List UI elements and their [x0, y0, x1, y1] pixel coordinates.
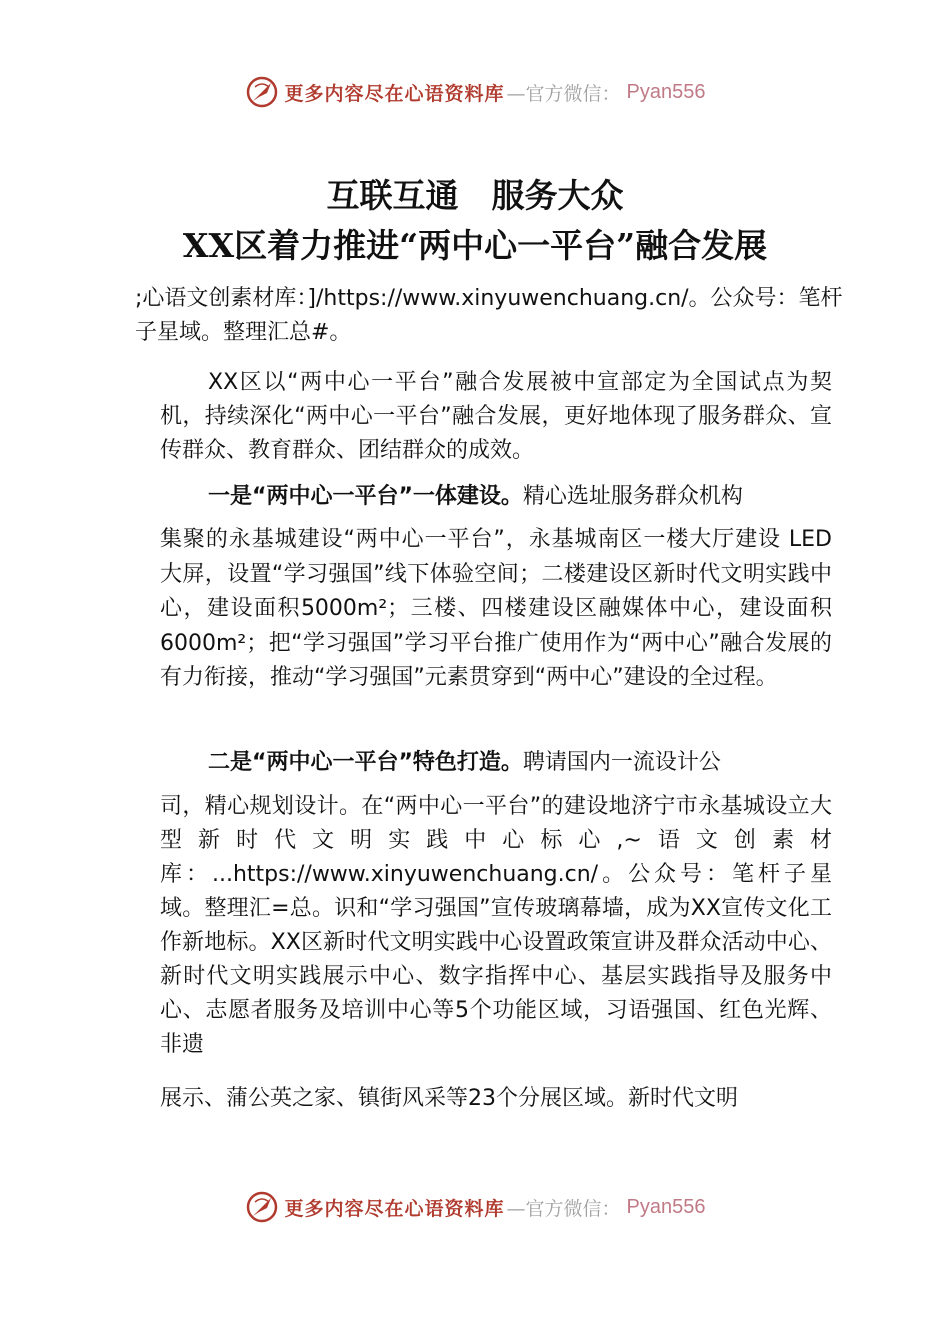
paragraph-two-lead: 二是“两中心一平台”特色打造。 [208, 750, 523, 775]
paragraph-two-first-line [160, 746, 832, 780]
quill-logo-icon [245, 1190, 279, 1224]
header-banner [0, 72, 950, 112]
quill-logo-icon [245, 75, 279, 109]
paragraph-two-body: 司，精心规划设计。在“两中心一平台”的建设地济宁市永基城设立大型新时代文明实践中心标心,~语文创素材库：...https://www.xinyuwenchuang.cn/。公众号：笔杆子星域。整理汇=总。识和“学习强国”宣传玻璃幕墙，成为XX宣传文化工作新地标。XX区新时代文明实践中心设置政策宣讲及群众活动中心、新时代文明实践展示中心、数字指挥中心、基层实践指导及服务中心、志愿者服务及培训中心等5个功能区域，习语强国、红色光辉、非遗 [160, 794, 832, 1057]
footer-banner-dash-text: —官方微信： [506, 1197, 621, 1220]
footer-banner-main-text: 更多内容尽在心语资料库 [284, 1197, 505, 1220]
footer-banner-wechat-id: Pyan556 [626, 1195, 706, 1218]
banner-wechat-id: Pyan556 [626, 80, 706, 103]
paragraph-two-start: 聘请国内一流设计公 [522, 750, 721, 775]
paragraph-one-body: 集聚的永基城建设“两中心一平台”，永基城南区一楼大厅建设 LED 大屏，设置“学习强国”线下体验空间；二楼建设区新时代文明实践中心，建设面积5000m²；三楼、四楼建设区融媒体中心，建设面积6000m²；把“学习强国”学习平台推广使用作为“两中心”融合发展的有力衔接，推动“学习强国”元素贯穿到“两中心”建设的全过程。 [160, 527, 832, 690]
paragraph-one-first-line [160, 480, 832, 514]
paragraph-intro: XX区以“两中心一平台”融合发展被中宣部定为全国试点为契机，持续深化“两中心一平台”融合发展，更好地体现了服务群众、宣传群众、教育群众、团结群众的成效。 [160, 370, 832, 463]
footer-banner [0, 1187, 950, 1227]
paragraph-continuation: 展示、蒲公英之家、镇街风采等23个分展区域。新时代文明 [160, 1086, 738, 1111]
source-note: ;心语文创素材库：]/https://www.xinyuwenchuang.cn/。公众号：笔杆子星域。整理汇总#。 [135, 286, 843, 345]
paragraph-one-start: 精心选址服务群众机构 [522, 484, 743, 509]
banner-dash-text: —官方微信： [506, 82, 621, 105]
banner-main-text: 更多内容尽在心语资料库 [284, 82, 505, 105]
paragraph-one-lead: 一是“两中心一平台”一体建设。 [208, 484, 523, 509]
page-title-line-2: XX区着力推进“两中心一平台”融合发展 [182, 226, 768, 265]
page-title-line-1: 互联互通 服务大众 [326, 176, 624, 215]
